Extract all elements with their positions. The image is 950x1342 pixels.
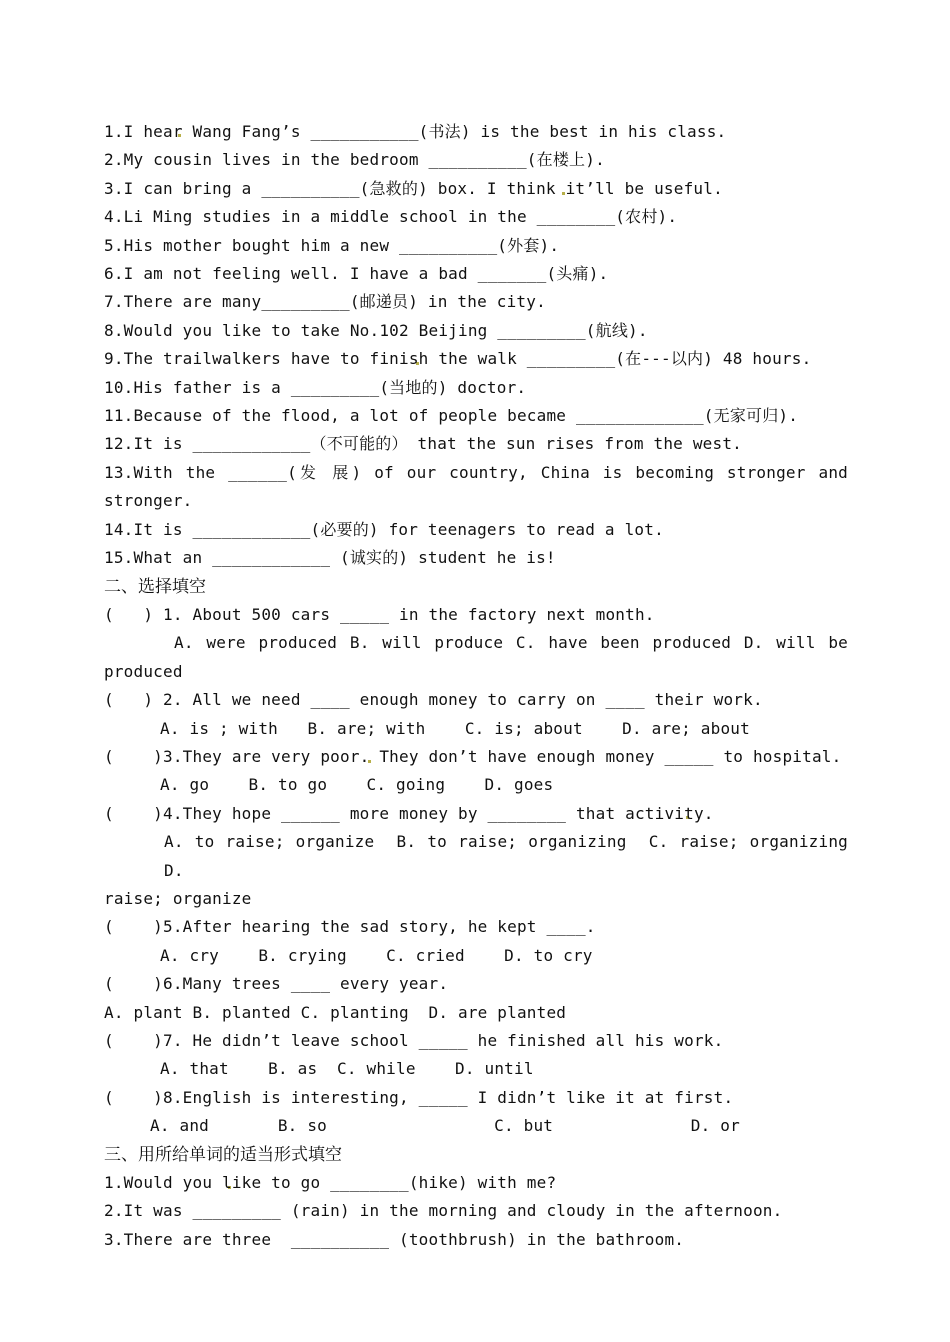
word-form-item: 2.It was _________ (rain) in the morning and cloudy in the afternoon.: [104, 1201, 783, 1221]
question-options: A. go B. to go C. going D. goes: [160, 775, 554, 795]
question-options: A. and B. so C. but D. or: [150, 1116, 740, 1136]
question-options: A. is ; with B. are; with C. is; about D. are; about: [160, 718, 750, 738]
vocab-item: 6.I am not feeling well. I have a bad _______(头痛).: [104, 264, 609, 284]
vocab-item: 13.With the ______(发 展) of our country, China is becoming stronger and: [104, 462, 848, 482]
question-stem: ( )7. He didn’t leave school _____ he finished all his work.: [104, 1031, 724, 1050]
vocab-fill-section: [104, 118, 848, 573]
vocab-item: 12.It is ____________（不可能的） that the sun rises from the west.: [104, 434, 743, 454]
section-heading: 三、用所给单词的适当形式填空: [104, 1144, 342, 1165]
section-heading: 二、选择填空: [104, 576, 206, 597]
word-form-section: [104, 1141, 848, 1255]
question-options: A. plant B. planted C. planting D. are planted: [104, 1002, 567, 1022]
vocab-item: 8.Would you like to take No.102 Beijing _________(航线).: [104, 320, 648, 340]
vocab-item: 7.There are many_________(邮递员) in the city.: [104, 292, 546, 312]
question-options: A. cry B. crying C. cried D. to cry: [160, 945, 593, 965]
question-options-continuation: raise; organize: [104, 888, 252, 908]
vocab-item: 2.My cousin lives in the bedroom __________(在楼上).: [104, 150, 605, 170]
question-options: A. to raise; organize B. to raise; organizing C. raise; organizing D.: [164, 832, 858, 880]
vocab-item: 5.His mother bought him a new __________(外套).: [104, 235, 560, 255]
question-options-continuation: produced: [104, 661, 183, 681]
vocab-item: 3.I can bring a __________(急救的) box. I think it’ll be useful.: [104, 178, 723, 198]
question-stem: ( ) 2. All we need ____ enough money to carry on ____ their work.: [104, 690, 763, 710]
vocab-item: 4.Li Ming studies in a middle school in the ________(农村).: [104, 207, 678, 227]
question-stem: ( )4.They hope ______ more money by ________ that activity.: [104, 803, 714, 823]
multiple-choice-section: [104, 573, 858, 1141]
question-options: A. were produced B. will produce C. have been produced D. will be: [174, 633, 848, 653]
vocab-item: 11.Because of the flood, a lot of people became _____________(无家可归).: [104, 406, 799, 426]
word-form-item: 3.There are three __________ (toothbrush) in the bathroom.: [104, 1229, 685, 1249]
question-stem: ( )3.They are very poor. They don’t have enough money _____ to hospital.: [104, 746, 842, 766]
question-stem: ( ) 1. About 500 cars _____ in the factory next month.: [104, 604, 655, 624]
worksheet-content: [104, 118, 858, 1254]
word-form-item: 1.Would you like to go ________(hike) with me?: [104, 1173, 557, 1193]
vocab-item: 15.What an ____________ (诚实的) student he is!: [104, 548, 556, 568]
question-stem: ( )6.Many trees ____ every year.: [104, 974, 449, 994]
vocab-item: 9.The trailwalkers have to finish the walk _________(在---以内) 48 hours.: [104, 349, 812, 369]
vocab-item: 1.I hear Wang Fang’s ___________(书法) is the best in his class.: [104, 122, 727, 141]
vocab-item: 10.His father is a _________(当地的) doctor.: [104, 377, 527, 397]
question-options: A. that B. as C. while D. until: [160, 1059, 534, 1079]
question-stem: ( )5.After hearing the sad story, he kept ____.: [104, 917, 596, 937]
vocab-item-continuation: stronger.: [104, 491, 193, 511]
vocab-item: 14.It is ____________(必要的) for teenagers to read a lot.: [104, 519, 664, 539]
question-stem: ( )8.English is interesting, _____ I didn’t like it at first.: [104, 1087, 734, 1107]
